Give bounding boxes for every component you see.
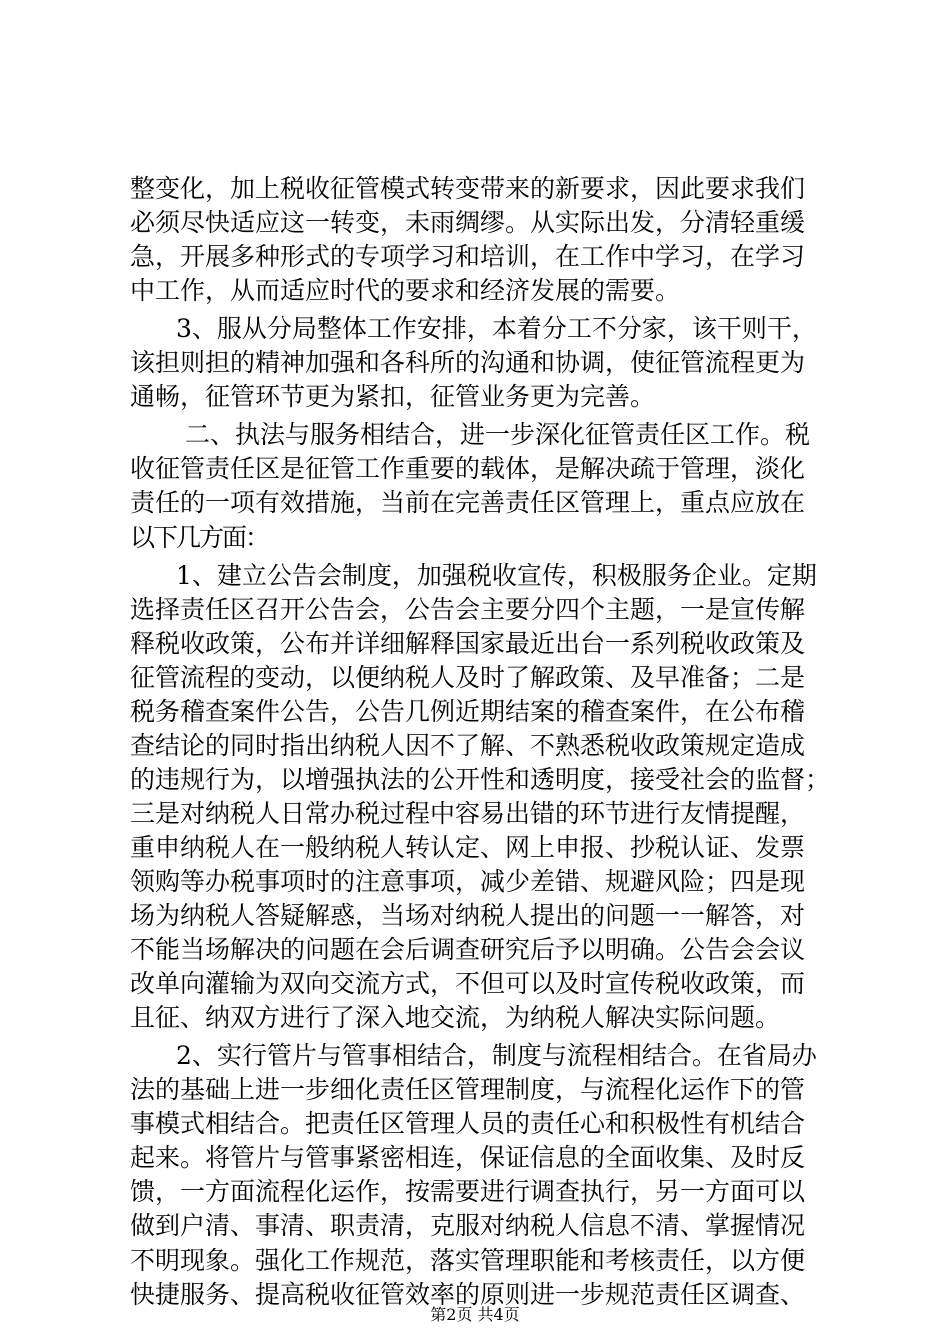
text-line: 改单向灌输为双向交流方式，不但可以及时宣传税收政策，而 xyxy=(130,969,806,998)
text-line: 的违规行为，以增强执法的公开性和透明度，接受社会的监督； xyxy=(130,765,831,794)
text-line: 2、实行管片与管事相结合，制度与流程相结合。在省局办 xyxy=(176,1041,817,1070)
text-line: 不明现象。强化工作规范，落实管理职能和考核责任，以方便 xyxy=(130,1246,806,1275)
text-line: 快捷服务、提高税收征管效率的原则进一步规范责任区调查、 xyxy=(130,1280,806,1309)
text-line: 重申纳税人在一般纳税人转认定、网上申报、抄税认证、发票 xyxy=(130,833,806,862)
text-line: 中工作，从而适应时代的要求和经济发展的需要。 xyxy=(130,276,681,305)
text-line: 不能当场解决的问题在会后调查研究后予以明确。公告会会议 xyxy=(130,935,806,964)
text-line: 选择责任区召开公告会，公告会主要分四个主题，一是宣传解 xyxy=(130,595,806,624)
text-line: 该担则担的精神加强和各科所的沟通和协调，使征管流程更为 xyxy=(130,348,806,377)
text-line: 必须尽快适应这一转变，未雨绸缪。从实际出发，分清轻重缓 xyxy=(130,208,806,237)
text-line: 收征管责任区是征管工作重要的载体，是解决疏于管理，淡化 xyxy=(130,454,806,483)
text-line: 责任的一项有效措施，当前在完善责任区管理上，重点应放在 xyxy=(130,488,806,517)
text-line: 税务稽查案件公告，公告几例近期结案的稽查案件，在公布稽 xyxy=(130,697,806,726)
text-line: 1、建立公告会制度，加强税收宣传，积极服务企业。定期 xyxy=(176,561,817,590)
text-line: 释税收政策，公布并详细解释国家最近出台一系列税收政策及 xyxy=(130,629,806,658)
text-line: 领购等办税事项时的注意事项，减少差错、规避风险；四是现 xyxy=(130,867,806,896)
text-line: 做到户清、事清、职责清，克服对纳税人信息不清、掌握情况 xyxy=(130,1211,806,1240)
text-line: 场为纳税人答疑解惑，当场对纳税人提出的问题一一解答，对 xyxy=(130,901,806,930)
text-line: 急，开展多种形式的专项学习和培训，在工作中学习，在学习 xyxy=(130,242,806,271)
text-line: 通畅，征管环节更为紧扣，征管业务更为完善。 xyxy=(130,382,656,411)
text-line: 事模式相结合。把责任区管理人员的责任心和积极性有机结合 xyxy=(130,1109,806,1138)
text-line: 起来。将管片与管事紧密相连，保证信息的全面收集、及时反 xyxy=(130,1143,806,1172)
text-line: 二、执法与服务相结合，进一步深化征管责任区工作。税 xyxy=(185,420,811,449)
text-line: 法的基础上进一步细化责任区管理制度，与流程化运作下的管 xyxy=(130,1075,806,1104)
text-line: 馈，一方面流程化运作，按需要进行调查执行，另一方面可以 xyxy=(130,1177,806,1206)
text-line: 且征、纳双方进行了深入地交流，为纳税人解决实际问题。 xyxy=(130,1003,781,1032)
text-line: 整变化，加上税收征管模式转变带来的新要求，因此要求我们 xyxy=(130,174,806,203)
page-number-footer: 第2页 共4页 xyxy=(430,1305,520,1324)
text-line: 以下几方面： xyxy=(130,523,269,552)
text-line: 查结论的同时指出纳税人因不了解、不熟悉税收政策规定造成 xyxy=(130,731,806,760)
text-line: 征管流程的变动，以便纳税人及时了解政策、及早准备；二是 xyxy=(130,663,806,692)
text-line: 三是对纳税人日常办税过程中容易出错的环节进行友情提醒， xyxy=(130,799,806,828)
text-line: 3、服从分局整体工作安排，本着分工不分家，该干则干， xyxy=(176,314,817,343)
